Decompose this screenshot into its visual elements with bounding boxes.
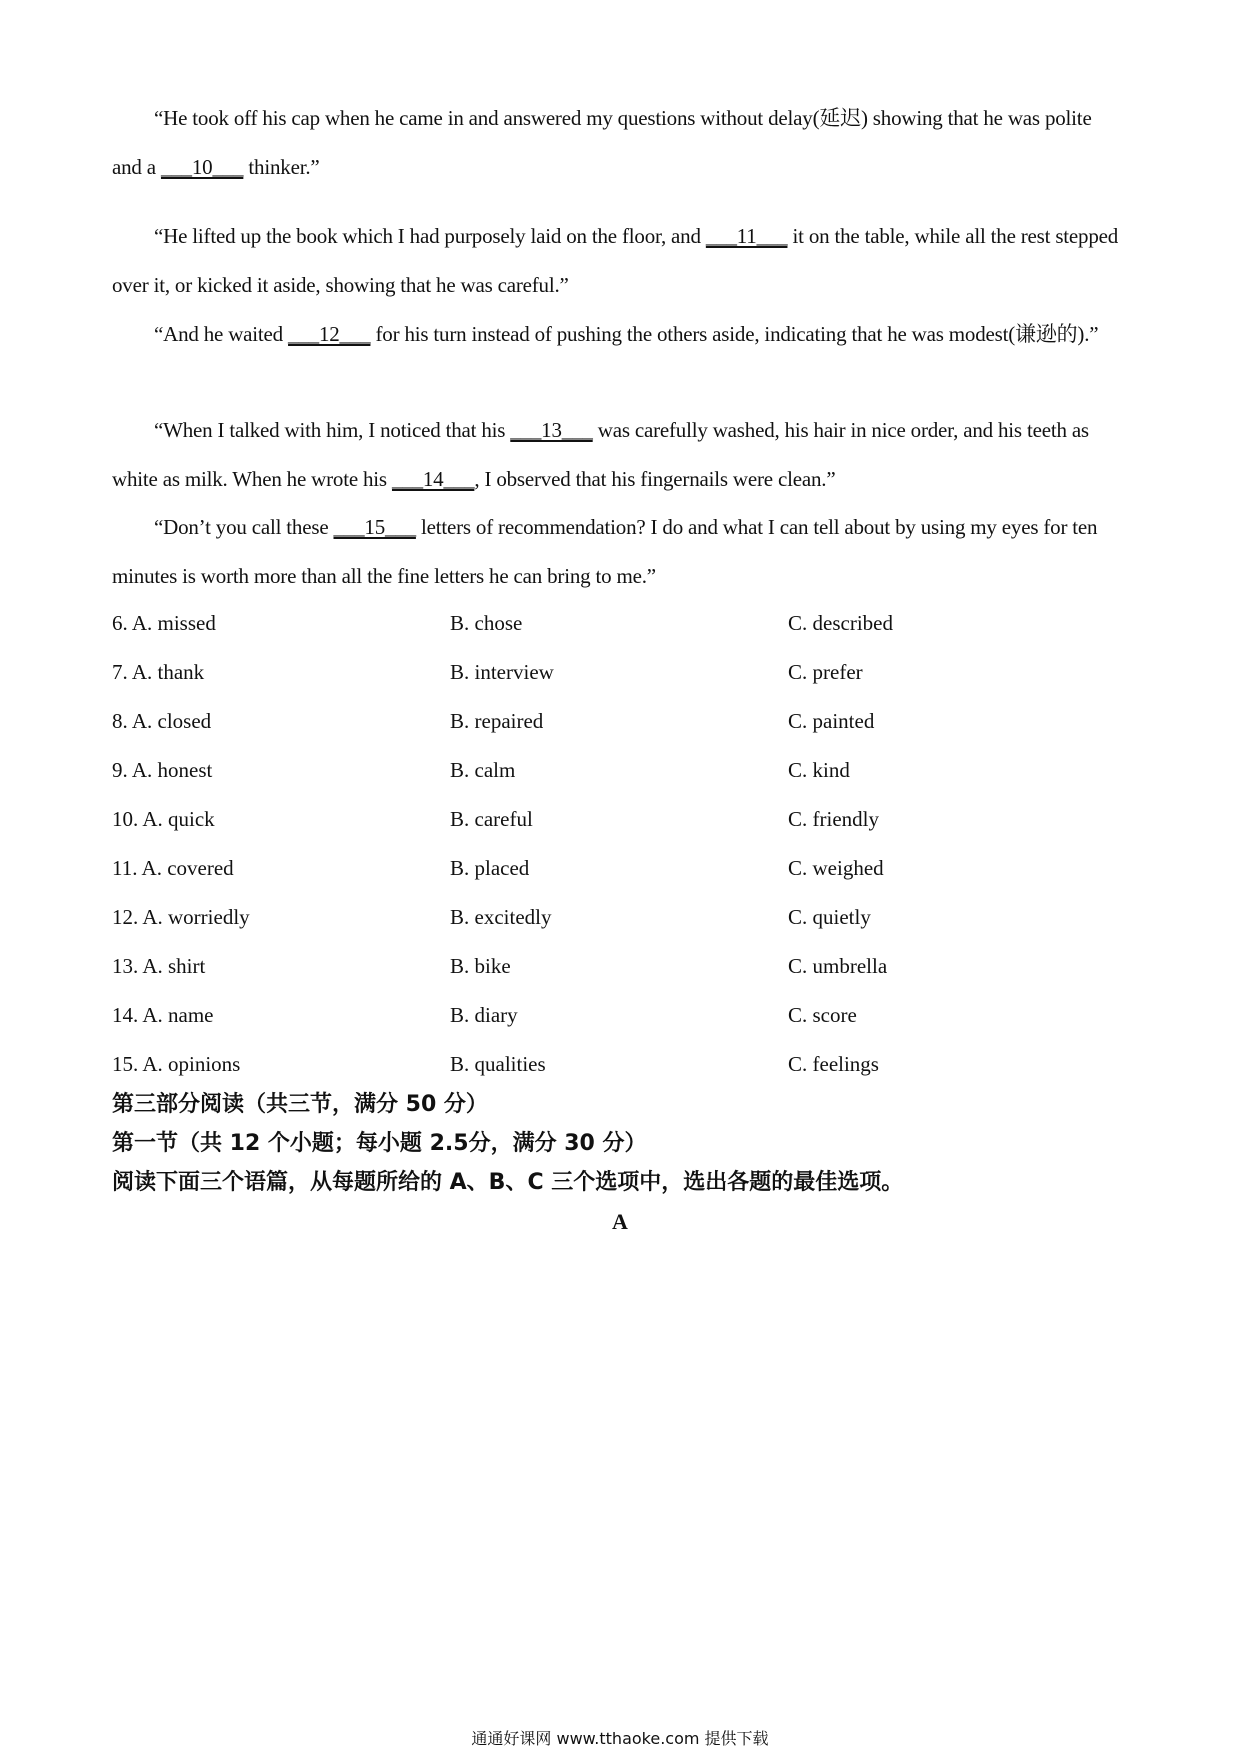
question-options-row xyxy=(112,758,1122,798)
subsection-title: 第一节（共 12 个小题；每小题 2.5分，满分 30 分） xyxy=(112,1131,647,1156)
option-c: C. weighed xyxy=(788,856,884,880)
option-a: 8. A. closed xyxy=(112,709,212,733)
option-b: B. excitedly xyxy=(450,905,552,929)
option-a: 11. A. covered xyxy=(112,856,234,880)
option-a: 6. A. missed xyxy=(112,611,216,635)
option-b: B. qualities xyxy=(450,1052,546,1076)
question-options-row xyxy=(112,856,1122,896)
option-c: C. painted xyxy=(788,709,875,733)
option-a: 13. A. shirt xyxy=(112,954,206,978)
option-b: B. placed xyxy=(450,856,530,880)
part-title: 第三部分阅读（共三节，满分 50 分） xyxy=(112,1092,488,1117)
option-b: B. interview xyxy=(450,660,554,684)
blank-11: ___11___ xyxy=(705,224,788,248)
option-c: C. kind xyxy=(788,758,850,782)
option-a: 15. A. opinions xyxy=(112,1052,241,1076)
option-a: 9. A. honest xyxy=(112,758,213,782)
option-b: B. careful xyxy=(450,807,533,831)
option-c: C. described xyxy=(788,611,893,635)
passage-paragraph-10: “He took off his cap when he came in and answered my questions without delay(延迟) showing that he was polite and a ___10___ thinker.” xyxy=(112,106,1092,179)
passage-paragraph-12: “And he waited ___12___ for his turn instead of pushing the others aside, indicating that he was modest(谦逊的).” xyxy=(154,322,1099,346)
option-a: 7. A. thank xyxy=(112,660,205,684)
option-b: B. repaired xyxy=(450,709,544,733)
question-options-row xyxy=(112,660,1122,700)
option-c: C. umbrella xyxy=(788,954,888,978)
option-c: C. prefer xyxy=(788,660,863,684)
reading-instruction: 阅读下面三个语篇，从每题所给的 A、B、C 三个选项中，选出各题的最佳选项。 xyxy=(112,1170,904,1195)
passage-paragraph-13-14: “When I talked with him, I noticed that his ___13___ was carefully washed, his hair in nice order, and his teeth as white as milk. When he wrote his ___14___, I observed that his fingernails were clean.” xyxy=(112,418,1089,491)
question-options-row xyxy=(112,611,1122,651)
passage-paragraph-11: “He lifted up the book which I had purposely laid on the floor, and ___11___ it on the table, while all the rest stepped over it, or kicked it aside, showing that he was careful.” xyxy=(112,224,1119,297)
option-a: 12. A. worriedly xyxy=(112,905,250,929)
question-options-row xyxy=(112,1052,1122,1092)
blank-13: ___13___ xyxy=(510,418,593,442)
page-footer: 通通好课网 www.tthaoke.com 提供下载 xyxy=(471,1729,769,1748)
option-a: 14. A. name xyxy=(112,1003,214,1027)
option-c: C. feelings xyxy=(788,1052,879,1076)
option-c: C. friendly xyxy=(788,807,879,831)
option-b: B. calm xyxy=(450,758,516,782)
question-options-row xyxy=(112,954,1122,994)
question-options-row xyxy=(112,1003,1122,1043)
question-options-row xyxy=(112,807,1122,847)
blank-15: ___15___ xyxy=(333,515,416,539)
option-b: B. diary xyxy=(450,1003,518,1027)
question-options-row xyxy=(112,905,1122,945)
blank-10: ___10___ xyxy=(160,155,244,179)
option-a: 10. A. quick xyxy=(112,807,215,831)
option-c: C. quietly xyxy=(788,905,871,929)
option-c: C. score xyxy=(788,1003,857,1027)
question-options-row xyxy=(112,709,1122,749)
passage-letter: A xyxy=(612,1209,628,1234)
option-b: B. bike xyxy=(450,954,511,978)
passage-paragraph-15: “Don’t you call these ___15___ letters of recommendation? I do and what I can tell about by using my eyes for ten minutes is worth more than all the fine letters he can bring to me.” xyxy=(112,515,1098,588)
blank-12: ___12___ xyxy=(288,322,371,346)
blank-14: ___14___ xyxy=(391,467,475,491)
option-b: B. chose xyxy=(450,611,523,635)
